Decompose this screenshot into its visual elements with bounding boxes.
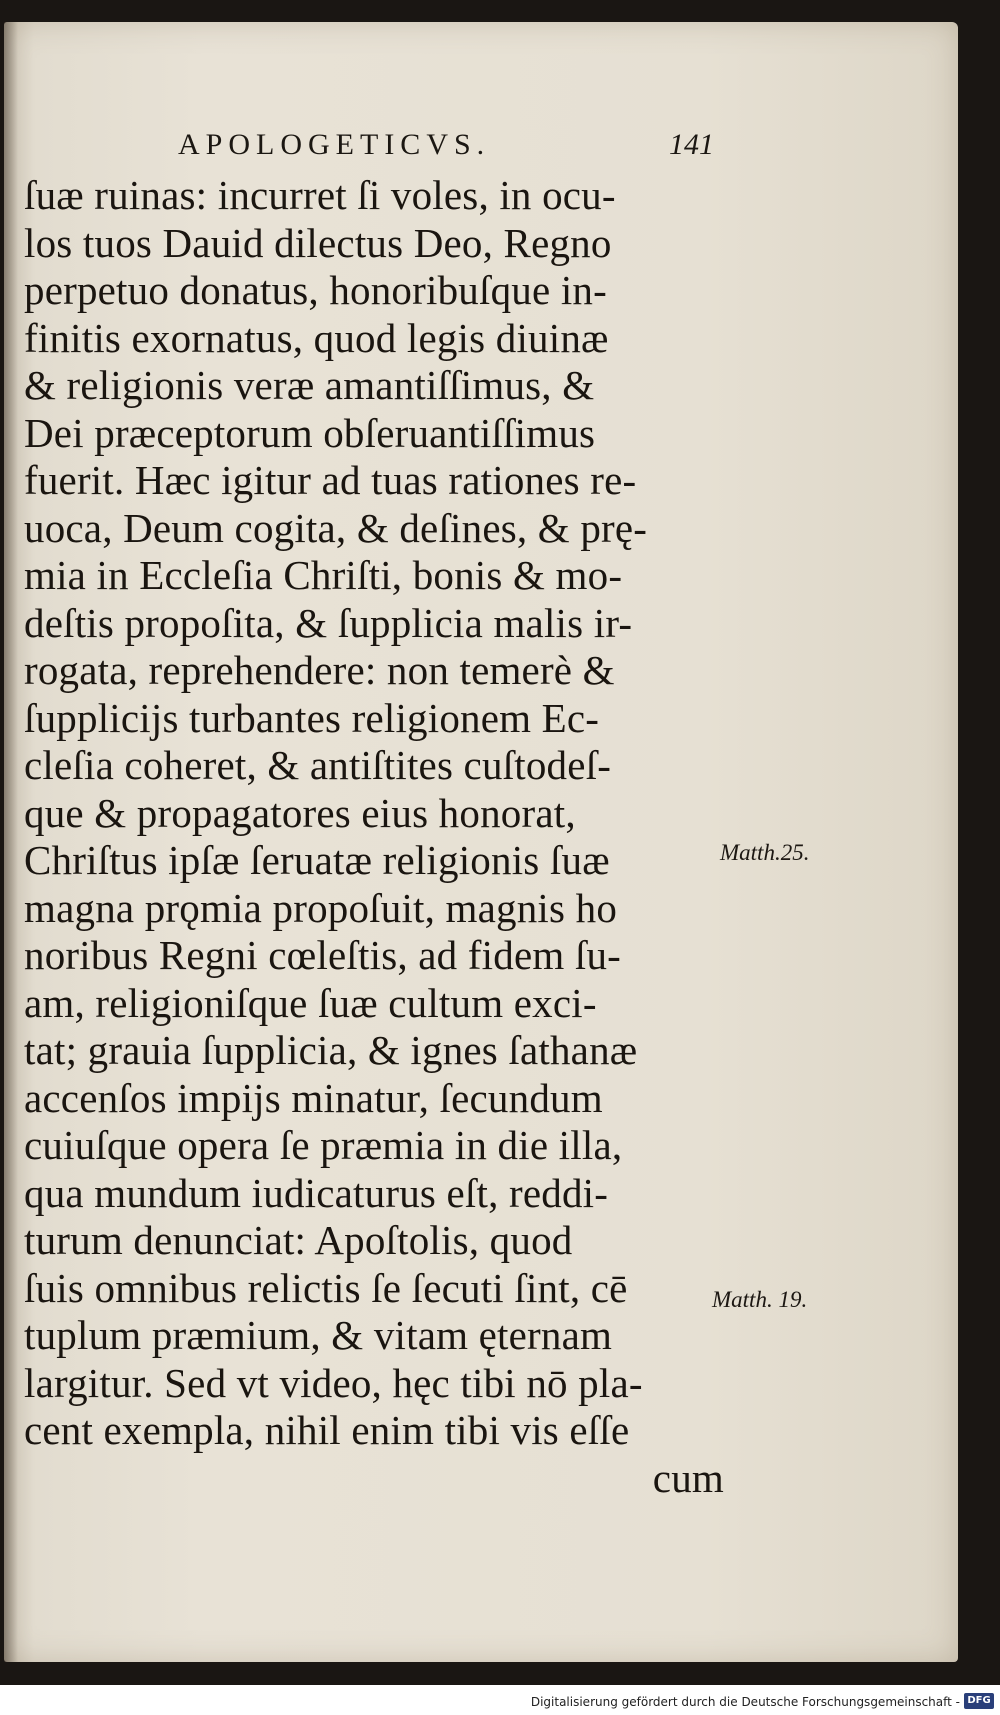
text-line: uoca, Deum cogita, & deſines, & prę- — [24, 504, 648, 551]
text-line: ſupplicijs turbantes religionem Ec- — [24, 694, 600, 741]
running-title: APOLOGETICVS. — [178, 128, 491, 161]
text-line: que & propagatores eius honorat, — [24, 789, 576, 836]
dfg-logo: DFG — [964, 1693, 994, 1709]
text-line: noribus Regni cœleſtis, ad fidem ſu- — [24, 932, 622, 978]
text-line: Chriſtus ipſæ ſeruatæ religionis ſuæ — [24, 837, 610, 883]
text-line: perpetuo donatus, honoribuſque in- — [24, 267, 607, 313]
text-line: turum denunciat: Apoſtolis, quod — [24, 1217, 573, 1263]
text-line: deſtis propoſita, & ſupplicia malis ir- — [24, 599, 633, 646]
text-line: ſuæ ruinas: incurret ſi voles, in ocu- — [24, 172, 616, 218]
text-line: cleſia coheret, & antiſtites cuſtodeſ- — [24, 742, 612, 788]
page-number: 141 — [669, 128, 714, 161]
text-line: finitis exornatus, quod legis diuinæ — [24, 314, 609, 361]
text-line: & religionis veræ amantiſſimus, & — [24, 362, 595, 408]
text-line: cuiuſque opera ſe præmia in die illa, — [24, 1122, 623, 1168]
catchword: cum — [652, 1454, 724, 1501]
text-line: rogata, reprehendere: non temerè & — [24, 647, 615, 693]
page-header — [174, 114, 714, 170]
text-line: accenſos impijs minatur, ſecundum — [24, 1074, 603, 1121]
text-line: largitur. Sed vt video, hęc tibi nō pla- — [24, 1359, 643, 1406]
text-line: magna prǫmia propoſuit, magnis ho — [24, 884, 618, 931]
funding-credit: Digitalisierung gefördert durch die Deutsche Forschungsgemeinschaft - — [530, 1695, 960, 1709]
marginal-note-matthew-25: Matth.25. — [720, 840, 810, 865]
text-line: tuplum præmium, & vitam ęternam — [24, 1312, 613, 1358]
text-line: am, religioniſque ſuæ cultum exci- — [24, 979, 597, 1026]
body-text — [24, 172, 724, 1502]
text-line: cent exempla, nihil enim tibi vis eſſe — [24, 1407, 630, 1453]
text-line: Dei præceptorum obſeruantiſſimus — [24, 409, 596, 456]
text-line: fuerit. Hæc igitur ad tuas rationes re- — [24, 457, 637, 503]
text-line: los tuos Dauid dilectus Deo, Regno — [24, 219, 612, 266]
marginal-note-matthew-19: Matth. 19. — [712, 1287, 808, 1312]
text-line: mia in Eccleſia Chriſti, bonis & mo- — [24, 552, 623, 598]
text-line: qua mundum iudicaturus eſt, reddi- — [24, 1169, 609, 1216]
text-line: tat; grauia ſupplicia, & ignes ſathanæ — [24, 1027, 638, 1073]
book-page — [4, 22, 958, 1662]
digitization-footer — [0, 1685, 1000, 1715]
text-line: ſuis omnibus relictis ſe ſecuti ſint, cē — [24, 1264, 628, 1311]
